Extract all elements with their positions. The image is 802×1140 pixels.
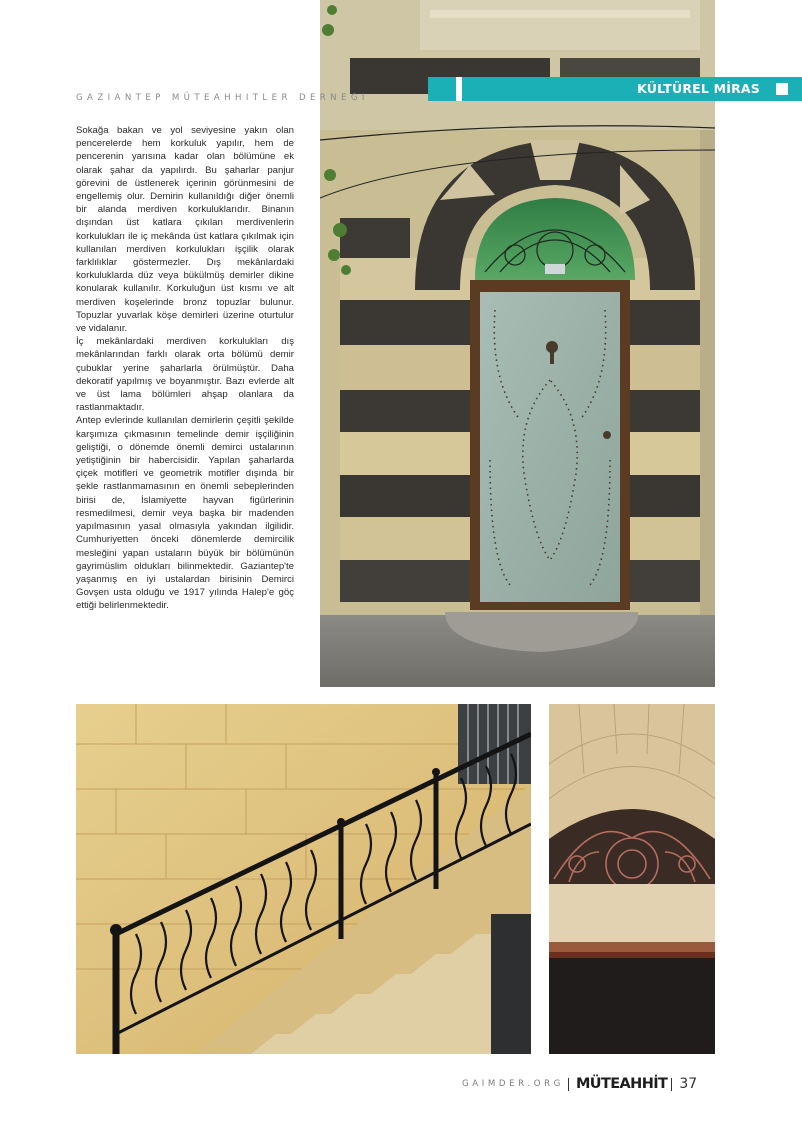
square-icon bbox=[776, 83, 788, 95]
website-link[interactable]: GAIMDER.ORG bbox=[462, 1079, 564, 1089]
footer-divider bbox=[671, 1078, 672, 1091]
article-paragraph: Antep evlerinde kullanılan demirlerin çeşitli şekilde karşımıza çıkmasının temelinde demir işçiliğinin geliştiği, o dönemde önemli demirci ustalarının yetiştiğinin bir habercisidir. Yapılan şaharlarda çiçek motifleri ve geometrik motifler dışında bir şekle rastlanmamasının en önemli sebeplerinden birisi de, İslamiyette hayvan figürlerinin resmedilmesi, demir veya başka bir madenden yapılmasının yasal olmasıyla yakından ilgilidir. Cumhuriyetten önceki dönemlerde demircilik mesleğini yapan ustaların büyük bir bölümünün gayrimüslim oldukları bilinmektedir. Gaziantep'te yaşanmış en iyi ustalardan birisinin Demirci Govşen usta olduğu ve 1917 yılında Halep'e göç ettiği belirlenmektedir. bbox=[76, 415, 294, 612]
section-banner bbox=[428, 77, 802, 101]
page-number: 37 bbox=[679, 1076, 698, 1092]
banner-divider bbox=[456, 77, 462, 101]
iron-window-grille-photo bbox=[549, 704, 715, 1054]
page-footer bbox=[462, 1074, 697, 1094]
magazine-logo: MÜTEAHHİT bbox=[575, 1076, 668, 1092]
article-body bbox=[76, 124, 294, 613]
iron-staircase-photo bbox=[76, 704, 531, 1054]
article-paragraph: İç mekânlardaki merdiven korkulukları dış mekânlarından farklı olarak orta bölümü demir çubuklar yerine şaharlarla örülmüştür. Daha dekoratif yapılmış ve boyanmıştır. Bazı evlerde alt ve üst lama bölümleri ahşap olanlara da rastlanmaktadır. bbox=[76, 336, 294, 414]
section-title: KÜLTÜREL MİRAS bbox=[637, 81, 760, 96]
footer-divider bbox=[568, 1078, 569, 1091]
arched-door-photo bbox=[320, 0, 715, 687]
article-paragraph: Sokağa bakan ve yol seviyesine yakın olan pencerelerde hem korkuluk yapılır, hem de pencerenin yarısına kadar olan bölümüne ek olarak şahar da yapılırdı. Bu şaharlar panjur görevini de üstlenerek içerinin görünmesini de engellemiş olur. Demirin kullanıldığı diğer önemli bir alanda merdiven korkuluklarıdır. Binanın dışından üst katlara çıkılan merdivenlerin korkulukları ile iç mekânda üst katlara çıkılmak için kullanılan merdiven korkulukları işçilik olarak farklılıklar göstermezler. Dış mekânlardaki korkuluklarda düz veya bükülmüş demirler dikine konularak kullanılır. Korkuluğun üst kısmı ve alt merdiven koşelerinde bronz topuzlar bulunur. Topuzlar yuvarlak köşe demirleri üzerine oturtulur ve vidalanır. bbox=[76, 125, 294, 335]
association-name: GAZIANTEP MÜTEAHHITLER DERNEGI bbox=[76, 93, 369, 103]
